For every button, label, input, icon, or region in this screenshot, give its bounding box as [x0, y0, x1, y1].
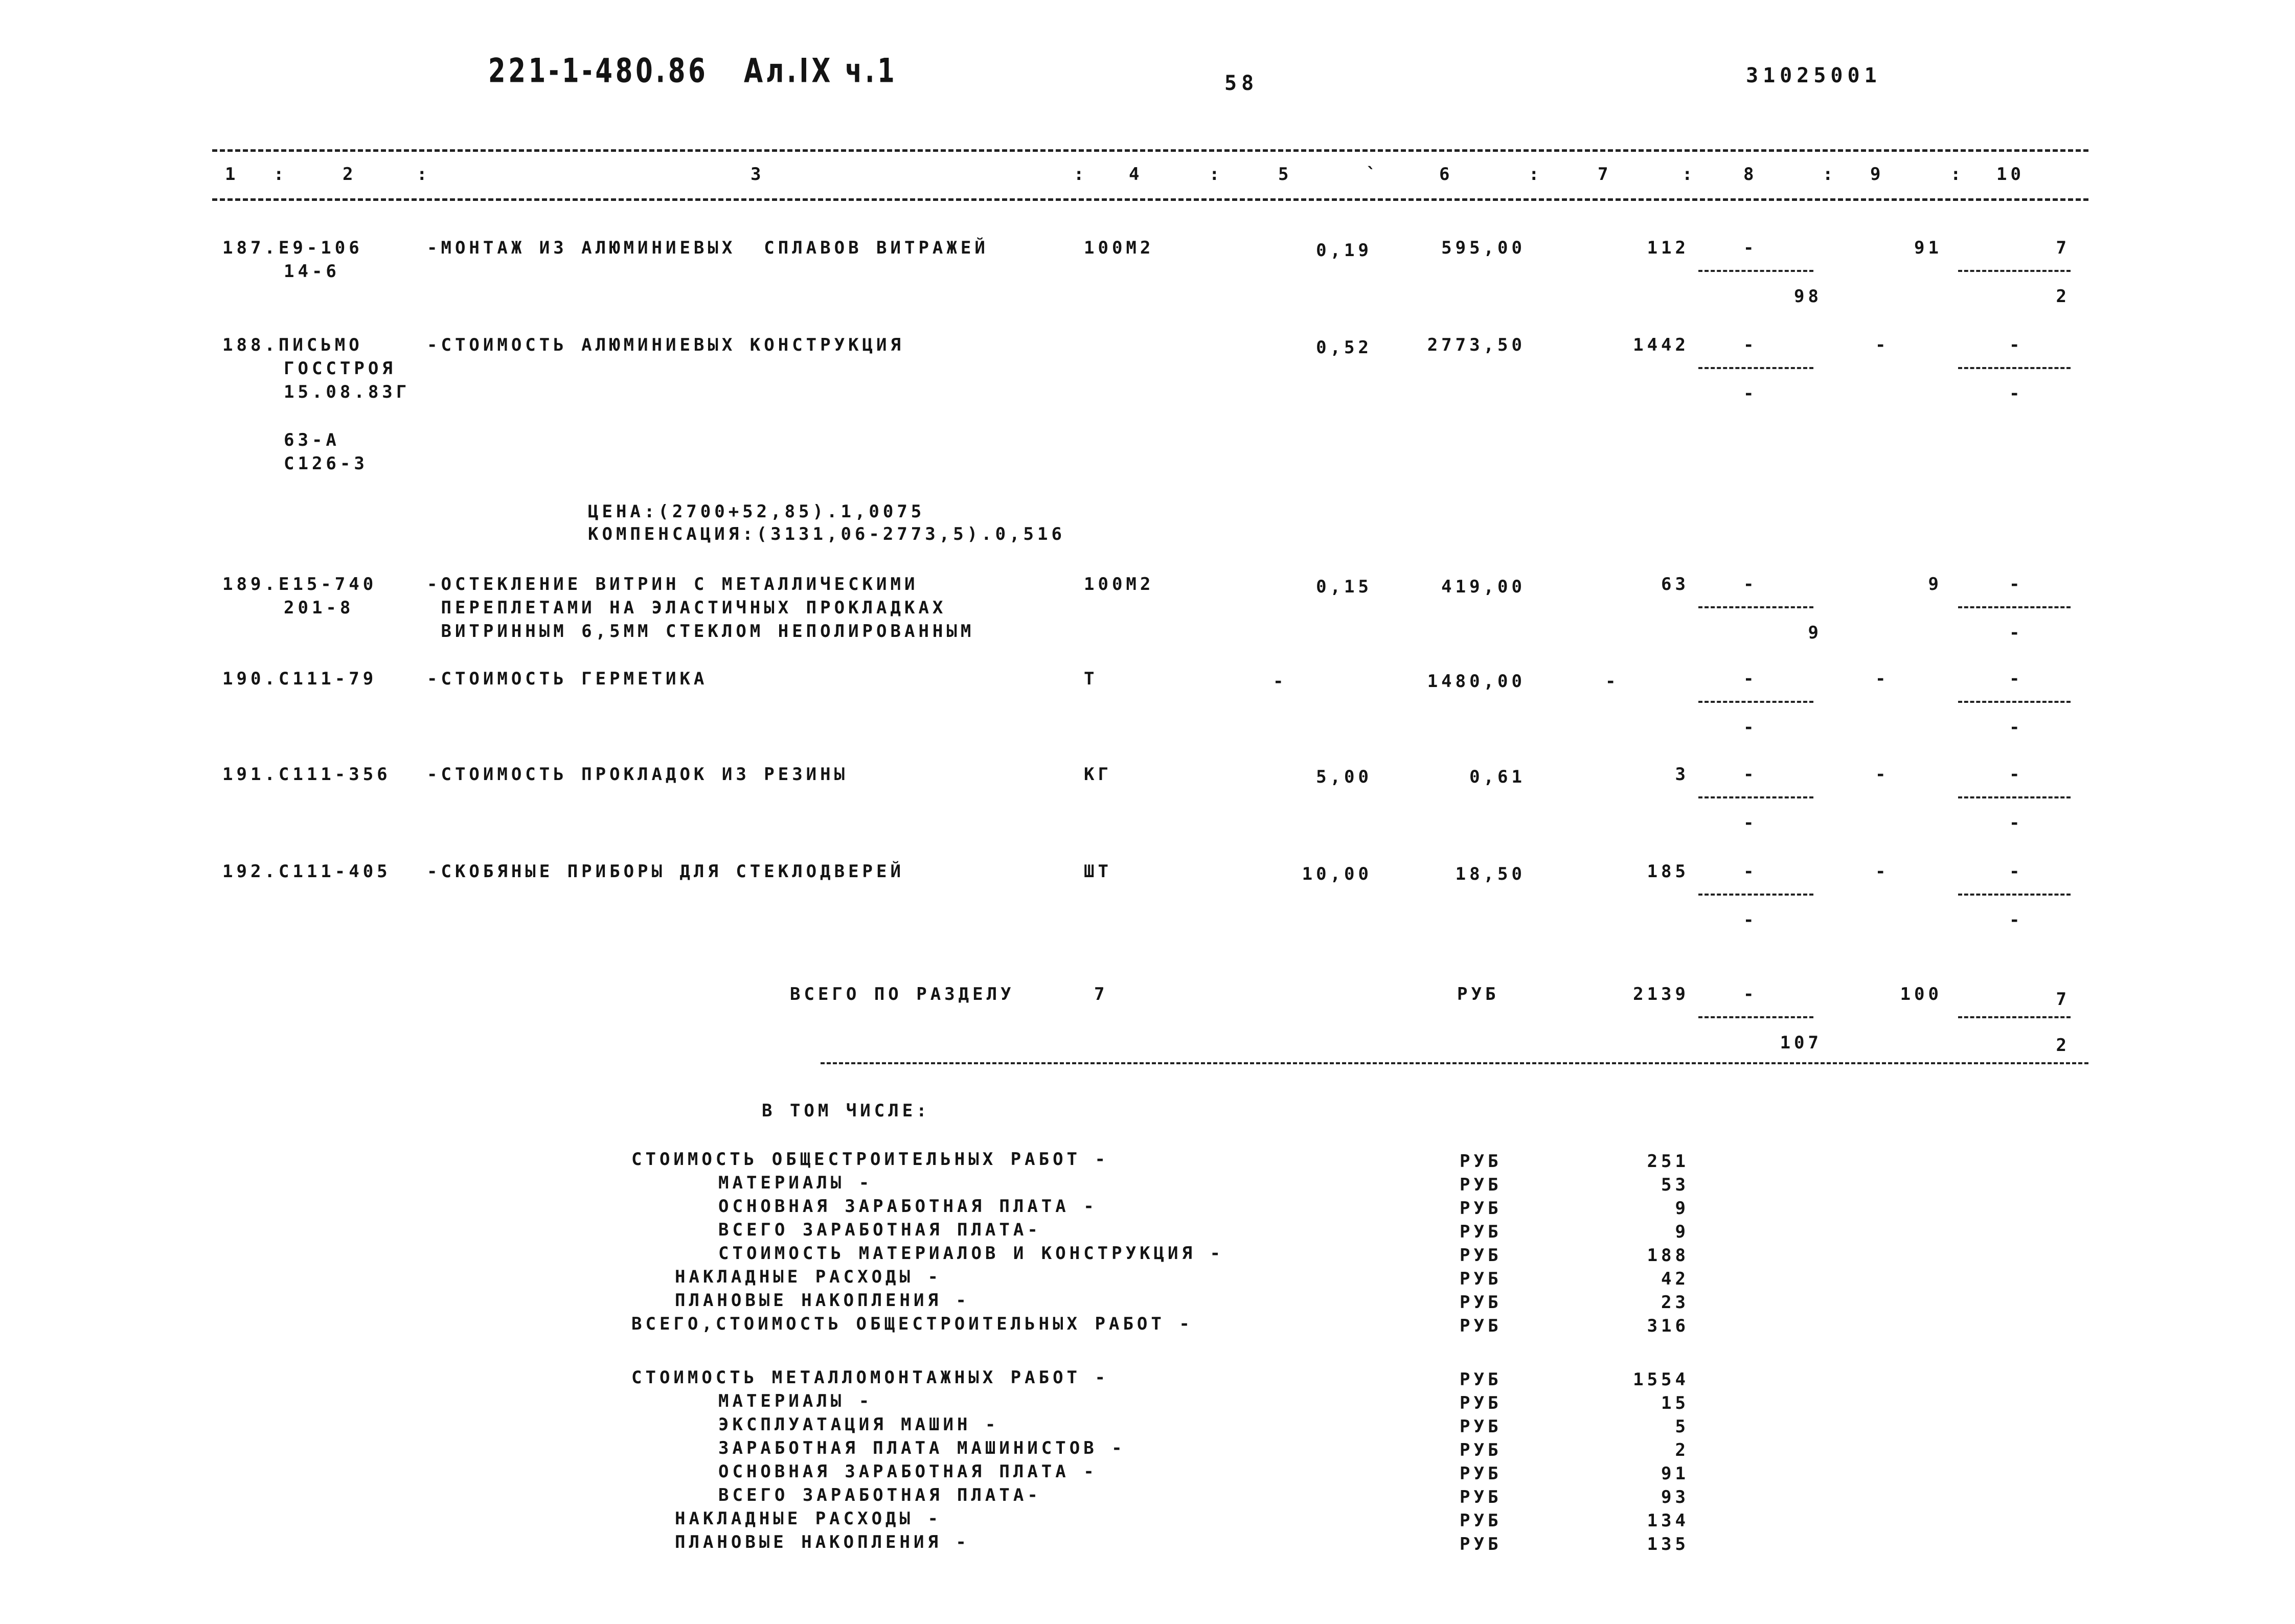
row-col8-bottom: -: [1743, 717, 1758, 738]
col-2-number: 2: [343, 164, 357, 185]
including-label: В ТОМ ЧИСЛЕ:: [762, 1101, 930, 1121]
fraction-bar: [1958, 1016, 2071, 1018]
section-col8-bottom: 107: [1780, 1033, 1822, 1053]
row-col10-bottom: 2: [2056, 286, 2070, 307]
row-quantity: 5,00: [1316, 767, 1372, 787]
col-sep: :: [1074, 164, 1088, 185]
row-col9: -: [1875, 764, 1890, 785]
summary-value: 9: [1675, 1198, 1689, 1219]
fraction-bar: [1958, 606, 2071, 608]
fraction-bar: [1698, 701, 1813, 703]
row-col10-top: -: [2009, 335, 2024, 355]
section-total-label: ВСЕГО ПО РАЗДЕЛУ: [790, 984, 1015, 1004]
row-description: -СТОИМОСТЬ ГЕРМЕТИКА: [427, 669, 708, 689]
row-col9: 9: [1928, 574, 1942, 594]
summary-label: ПЛАНОВЫЕ НАКОПЛЕНИЯ -: [675, 1290, 970, 1311]
row-description: ВИТРИННЫМ 6,5ММ СТЕКЛОМ НЕПОЛИРОВАННЫМ: [427, 621, 975, 642]
fraction-bar: [1698, 894, 1813, 896]
summary-label: ОСНОВНАЯ ЗАРАБОТНАЯ ПЛАТА -: [718, 1461, 1098, 1482]
album-reference: Ал.IX ч.1: [744, 52, 898, 90]
row-total: -: [1605, 671, 1620, 692]
row-description: -СКОБЯНЫЕ ПРИБОРЫ ДЛЯ СТЕКЛОДВЕРЕЙ: [427, 861, 904, 882]
row-col9: 91: [1914, 238, 1942, 258]
summary-label: ВСЕГО ЗАРАБОТНАЯ ПЛАТА-: [718, 1220, 1041, 1240]
summary-value: 53: [1661, 1175, 1689, 1195]
col-sep: :: [274, 164, 288, 185]
row-col8-top: -: [1743, 861, 1758, 882]
row-col10-bottom: -: [2009, 910, 2024, 930]
row-col10-bottom: -: [2009, 383, 2024, 404]
document-code: 221-1-480.86: [488, 52, 709, 90]
summary-unit: РУБ: [1460, 1316, 1502, 1336]
col-sep: :: [1529, 164, 1543, 185]
summary-unit: РУБ: [1460, 1245, 1502, 1266]
col-9-number: 9: [1870, 164, 1884, 185]
fraction-bar: [1958, 270, 2071, 272]
col-sep: :: [1682, 164, 1696, 185]
row-description: -ОСТЕКЛЕНИЕ ВИТРИН С МЕТАЛЛИЧЕСКИМИ: [427, 574, 919, 594]
price-formula: ЦЕНА:(2700+52,85).1,0075: [588, 501, 925, 522]
col-5-number: 5: [1278, 164, 1292, 185]
row-subcode: ГОССТРОЯ: [284, 358, 396, 379]
row-total: 63: [1661, 574, 1689, 594]
col-sep: :: [1823, 164, 1837, 185]
fraction-bar: [1698, 796, 1813, 798]
summary-value: 23: [1661, 1292, 1689, 1313]
header-top-rule: [212, 149, 2088, 152]
row-quantity: 0,52: [1316, 337, 1372, 358]
row-col8-bottom: -: [1743, 813, 1758, 833]
row-quantity: 0,15: [1316, 577, 1372, 597]
col-1-number: 1: [225, 164, 239, 185]
summary-unit: РУБ: [1460, 1534, 1502, 1554]
row-quantity: 0,19: [1316, 240, 1372, 261]
summary-unit: РУБ: [1460, 1393, 1502, 1413]
row-col8-top: -: [1743, 764, 1758, 785]
row-code: 187.Е9-106: [222, 238, 363, 258]
row-unit: Т: [1084, 669, 1098, 689]
fraction-bar: [1698, 606, 1813, 608]
col-sep: :: [1209, 164, 1223, 185]
summary-label: НАКЛАДНЫЕ РАСХОДЫ -: [675, 1508, 942, 1529]
row-code: 191.С111-356: [222, 764, 391, 785]
col-3-number: 3: [751, 164, 765, 185]
page-number: 58: [1224, 72, 1259, 95]
row-subcode: 15.08.83Г: [284, 382, 411, 402]
row-col10-top: -: [2009, 574, 2024, 594]
summary-label: ПЛАНОВЫЕ НАКОПЛЕНИЯ -: [675, 1532, 970, 1552]
section-number: 7: [1094, 984, 1108, 1004]
row-quantity: 10,00: [1302, 864, 1372, 884]
row-quantity: -: [1273, 671, 1287, 692]
row-description: -СТОИМОСТЬ АЛЮМИНИЕВЫХ КОНСТРУКЦИЯ: [427, 335, 904, 355]
row-col10-top: 7: [2056, 238, 2070, 258]
summary-value: 9: [1675, 1222, 1689, 1242]
col-sep: :: [1950, 164, 1965, 185]
row-code: 189.Е15-740: [222, 574, 377, 594]
summary-value: 15: [1661, 1393, 1689, 1413]
summary-unit: РУБ: [1460, 1269, 1502, 1289]
summary-value: 1554: [1633, 1369, 1689, 1390]
summary-label: СТОИМОСТЬ МАТЕРИАЛОВ И КОНСТРУКЦИЯ -: [718, 1243, 1224, 1264]
row-col8-top: -: [1743, 335, 1758, 355]
compensation-formula: КОМПЕНСАЦИЯ:(3131,06-2773,5).0,516: [588, 524, 1065, 544]
summary-value: 251: [1647, 1151, 1689, 1172]
row-code: 188.ПИСЬМО: [222, 335, 363, 355]
summary-unit: РУБ: [1460, 1222, 1502, 1242]
col-4-number: 4: [1129, 164, 1143, 185]
row-col8-top: -: [1743, 669, 1758, 689]
row-col10-top: -: [2009, 669, 2024, 689]
row-unit-price: 0,61: [1469, 767, 1526, 787]
row-reference: 63-А: [284, 430, 340, 450]
summary-label: ЗАРАБОТНАЯ ПЛАТА МАШИНИСТОВ -: [718, 1438, 1126, 1458]
row-col10-bottom: -: [2009, 717, 2024, 738]
fraction-bar: [1698, 270, 1813, 272]
row-col8-top: -: [1743, 574, 1758, 594]
row-col9: -: [1875, 669, 1890, 689]
summary-label: СТОИМОСТЬ МЕТАЛЛОМОНТАЖНЫХ РАБОТ -: [631, 1367, 1109, 1388]
row-subcode: 14-6: [284, 261, 340, 282]
col-10-number: 10: [1996, 164, 2025, 185]
row-col8-bottom: -: [1743, 910, 1758, 930]
col-8-number: 8: [1743, 164, 1758, 185]
summary-unit: РУБ: [1460, 1463, 1502, 1484]
summary-label: НАКЛАДНЫЕ РАСХОДЫ -: [675, 1267, 942, 1287]
fraction-bar: [1958, 796, 2071, 798]
section-col9: 100: [1900, 984, 1942, 1004]
summary-value: 42: [1661, 1269, 1689, 1289]
row-col8-bottom: 9: [1808, 623, 1822, 643]
row-col10-top: -: [2009, 861, 2024, 882]
row-code: 192.С111-405: [222, 861, 391, 882]
col-sep: `: [1366, 164, 1380, 185]
summary-value: 91: [1661, 1463, 1689, 1484]
row-col10-top: -: [2009, 764, 2024, 785]
summary-value: 316: [1647, 1316, 1689, 1336]
summary-unit: РУБ: [1460, 1369, 1502, 1390]
summary-value: 5: [1675, 1416, 1689, 1437]
row-col8-bottom: 98: [1794, 286, 1822, 307]
fraction-bar: [1698, 367, 1813, 369]
row-unit-price: 18,50: [1455, 864, 1526, 884]
summary-label: ВСЕГО,СТОИМОСТЬ ОБЩЕСТРОИТЕЛЬНЫХ РАБОТ -: [631, 1314, 1193, 1334]
row-col9: -: [1875, 335, 1890, 355]
summary-label: МАТЕРИАЛЫ -: [718, 1173, 873, 1193]
row-reference: С126-3: [284, 453, 368, 474]
row-unit-price: 595,00: [1441, 238, 1526, 258]
section-total-value: 2139: [1633, 984, 1689, 1004]
summary-unit: РУБ: [1460, 1416, 1502, 1437]
row-total: 3: [1675, 764, 1689, 785]
header-bottom-rule: [212, 198, 2088, 201]
summary-unit: РУБ: [1460, 1440, 1502, 1460]
summary-label: МАТЕРИАЛЫ -: [718, 1391, 873, 1411]
row-description: -МОНТАЖ ИЗ АЛЮМИНИЕВЫХ СПЛАВОВ ВИТРАЖЕЙ: [427, 238, 989, 258]
row-subcode: 201-8: [284, 598, 354, 618]
row-code: 190.С111-79: [222, 669, 377, 689]
summary-unit: РУБ: [1460, 1487, 1502, 1507]
row-description: -СТОИМОСТЬ ПРОКЛАДОК ИЗ РЕЗИНЫ: [427, 764, 849, 785]
summary-label: СТОИМОСТЬ ОБЩЕСТРОИТЕЛЬНЫХ РАБОТ -: [631, 1149, 1109, 1170]
fraction-bar: [1698, 1016, 1813, 1018]
summary-unit: РУБ: [1460, 1175, 1502, 1195]
row-col9: -: [1875, 861, 1890, 882]
fraction-bar: [1958, 701, 2071, 703]
section-col8-top: -: [1743, 984, 1758, 1004]
row-col10-bottom: -: [2009, 813, 2024, 833]
col-sep: :: [417, 164, 431, 185]
summary-value: 134: [1647, 1511, 1689, 1531]
row-unit-price: 419,00: [1441, 577, 1526, 597]
fraction-bar: [1958, 894, 2071, 896]
section-col10-bottom: 2: [2056, 1035, 2070, 1056]
row-unit: 100М2: [1084, 238, 1154, 258]
summary-value: 2: [1675, 1440, 1689, 1460]
row-description: ПЕРЕПЛЕТАМИ НА ЭЛАСТИЧНЫХ ПРОКЛАДКАХ: [427, 598, 947, 618]
row-col10-bottom: -: [2009, 623, 2024, 643]
row-unit: ШТ: [1084, 861, 1112, 882]
document-id: 31025001: [1746, 64, 1881, 87]
summary-label: ЭКСПЛУАТАЦИЯ МАШИН -: [718, 1414, 999, 1435]
summary-unit: РУБ: [1460, 1292, 1502, 1313]
row-unit: 100М2: [1084, 574, 1154, 594]
summary-value: 135: [1647, 1534, 1689, 1554]
section-col10-top: 7: [2056, 989, 2070, 1010]
row-unit-price: 2773,50: [1427, 335, 1526, 355]
row-unit-price: 1480,00: [1427, 671, 1526, 692]
fraction-bar: [1958, 367, 2071, 369]
row-col8-bottom: -: [1743, 383, 1758, 404]
summary-label: ОСНОВНАЯ ЗАРАБОТНАЯ ПЛАТА -: [718, 1196, 1098, 1217]
section-total-unit: РУБ: [1457, 984, 1499, 1004]
summary-unit: РУБ: [1460, 1511, 1502, 1531]
row-total: 1442: [1633, 335, 1689, 355]
section-total-rule: [821, 1062, 2088, 1064]
summary-label: ВСЕГО ЗАРАБОТНАЯ ПЛАТА-: [718, 1485, 1041, 1505]
summary-unit: РУБ: [1460, 1198, 1502, 1219]
summary-value: 188: [1647, 1245, 1689, 1266]
row-total: 185: [1647, 861, 1689, 882]
col-6-number: 6: [1439, 164, 1453, 185]
row-col8-top: -: [1743, 238, 1758, 258]
col-7-number: 7: [1598, 164, 1612, 185]
summary-value: 93: [1661, 1487, 1689, 1507]
row-total: 112: [1647, 238, 1689, 258]
row-unit: КГ: [1084, 764, 1112, 785]
summary-unit: РУБ: [1460, 1151, 1502, 1172]
